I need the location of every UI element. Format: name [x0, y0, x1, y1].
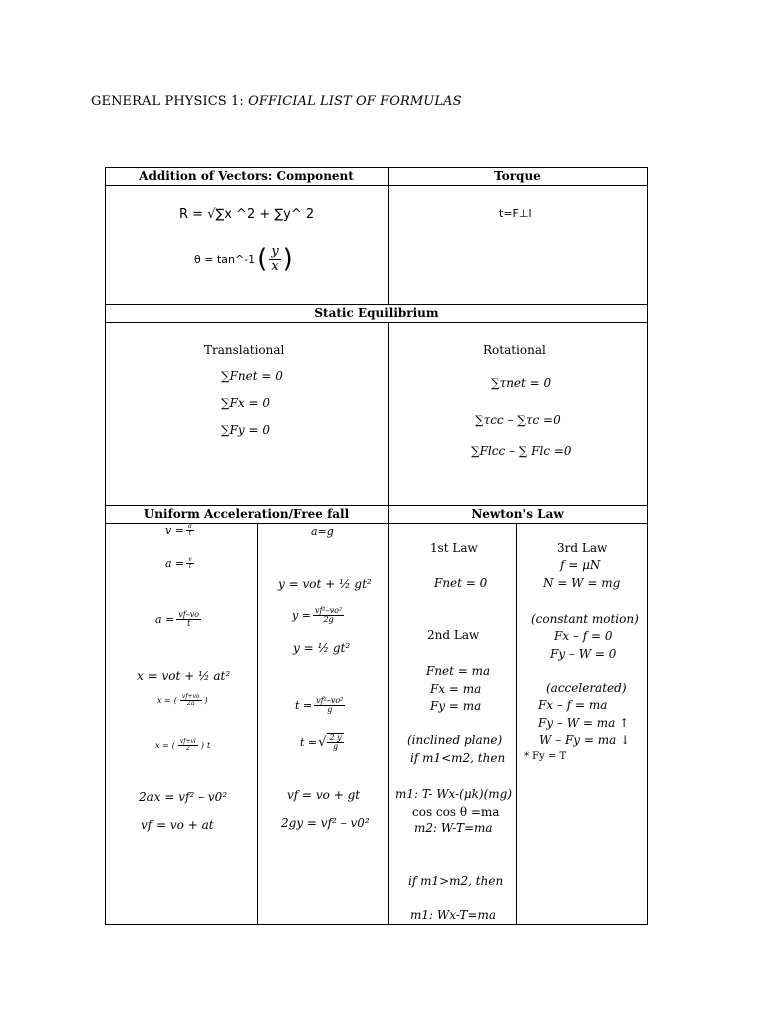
- document-title: [91, 94, 462, 109]
- fraction: [180, 694, 202, 708]
- numerator: vf–vo: [178, 610, 200, 619]
- position-formula: x = vot + ½ at²: [137, 669, 231, 683]
- equilibrium-header: Static Equilibrium: [314, 306, 439, 320]
- numerator: vf²–vo²: [316, 696, 344, 705]
- numerator: v: [188, 556, 192, 563]
- denominator: t: [188, 530, 192, 538]
- acceleration-velocity-formula: [155, 611, 201, 629]
- table-divider: [516, 523, 517, 924]
- lhs: a =: [155, 613, 175, 627]
- height-formula: y = vot + ½ gt²: [278, 577, 372, 591]
- accelerated-formula: Fx – f = ma: [538, 698, 608, 712]
- table-border-top: [105, 167, 648, 168]
- angle-formula: [194, 245, 293, 273]
- third-law-label: 3rd Law: [557, 541, 608, 555]
- numerator: vf²–vo²: [314, 606, 343, 615]
- table-rule: [105, 322, 648, 323]
- fraction: [313, 607, 344, 625]
- accelerated-label: (accelerated): [546, 681, 627, 695]
- vectors-header: Addition of Vectors: Component: [139, 169, 354, 183]
- angle-prefix: θ = tan^-1: [194, 252, 256, 266]
- lhs: x =: [155, 741, 169, 751]
- free-fall-acceleration: a=g: [311, 525, 334, 538]
- numerator: vf+vi: [179, 738, 196, 745]
- second-law-label: 2nd Law: [427, 628, 480, 642]
- inclined-condition: if m1<m2, then: [410, 751, 506, 765]
- m1-equation-alt: m1: Wx-T=ma: [410, 908, 496, 922]
- table-divider: [257, 523, 258, 924]
- fraction: [186, 524, 194, 538]
- angle-numerator: y: [271, 244, 279, 259]
- rotational-formula: ∑Flcc – ∑ Flc =0: [471, 444, 572, 458]
- lhs: v =: [165, 524, 184, 538]
- lhs: a =: [165, 557, 185, 571]
- torque-header: Torque: [494, 169, 541, 183]
- first-law-label: 1st Law: [430, 541, 478, 555]
- title-sub: OFFICIAL LIST OF FORMULAS: [248, 94, 462, 109]
- constant-motion-formula: Fy – W = 0: [550, 647, 617, 661]
- table-border-right: [647, 167, 648, 925]
- denominator: t: [188, 563, 192, 571]
- second-law-formula: Fx = ma: [430, 682, 482, 696]
- second-law-formula: Fy = ma: [430, 699, 482, 713]
- table-divider: [388, 322, 389, 924]
- translational-formula: ∑Fy = 0: [221, 423, 270, 437]
- rotational-formula: ∑τnet = 0: [491, 376, 552, 390]
- position-average-formula: x = ( $\frac{vf+vo}{2a}$ ): [157, 693, 208, 708]
- numerator: 2 y: [329, 733, 342, 742]
- height-velocity-formula: [292, 607, 344, 625]
- title-main: GENERAL PHYSICS 1:: [91, 94, 244, 109]
- fraction: [327, 733, 343, 752]
- fraction: [186, 557, 193, 571]
- tension-note: * Fy = T: [524, 751, 567, 762]
- fraction: [176, 611, 201, 629]
- lhs: t =: [300, 735, 318, 749]
- friction-formula: f = μN: [560, 558, 601, 572]
- numerator: vf+vo: [181, 693, 200, 700]
- lhs: x =: [157, 696, 171, 706]
- denominator: 2: [185, 745, 190, 753]
- angle-fraction: [269, 245, 280, 273]
- normal-force-formula: N = W = mg: [543, 576, 621, 590]
- formula-table: [105, 167, 648, 925]
- m2-equation: m2: W-T=ma: [414, 821, 493, 835]
- table-border-left: [105, 167, 106, 925]
- rotational-label: Rotational: [483, 343, 546, 357]
- kinematics-header: Uniform Acceleration/Free fall: [143, 507, 350, 521]
- final-velocity-formula: vf = vo + at: [141, 818, 214, 832]
- m1-equation: m1: T- Wx-(μk)(mg): [395, 787, 512, 801]
- angle-denominator: x: [271, 258, 279, 274]
- sqrt-symbol: √: [318, 734, 327, 750]
- accelerated-formula: Fy – W = ma ↑: [538, 716, 630, 730]
- constant-motion-label: (constant motion): [531, 612, 639, 626]
- open-paren: (: [257, 244, 268, 275]
- table-divider: [388, 167, 389, 304]
- torque-formula: t=F⊥l: [499, 207, 532, 220]
- fraction: [178, 739, 198, 753]
- lhs: y =: [292, 609, 311, 623]
- height-velocity-relation: 2gy = vf² – v0²: [281, 816, 370, 830]
- denominator: 2a: [187, 700, 195, 708]
- translational-formula: ∑Fx = 0: [221, 396, 270, 410]
- acceleration-definition: [165, 557, 194, 571]
- translational-formula: ∑Fnet = 0: [221, 369, 283, 383]
- table-rule: [105, 304, 648, 305]
- rotational-formula: ∑τcc – ∑τc =0: [475, 413, 561, 427]
- translational-label: Translational: [204, 343, 285, 357]
- time-root-formula: [300, 733, 344, 752]
- numerator: d: [187, 523, 192, 530]
- cos-equation: cos cos θ =ma: [412, 805, 500, 819]
- close-paren: ): [282, 244, 293, 275]
- inclined-plane-label: (inclined plane): [407, 733, 503, 747]
- velocity-definition: [165, 524, 194, 538]
- accelerated-formula: W – Fy = ma ↓: [539, 733, 631, 747]
- lhs: t =: [295, 699, 313, 713]
- fraction: [314, 697, 345, 715]
- height-half-formula: y = ½ gt²: [293, 641, 351, 655]
- time-velocity-formula: [295, 697, 345, 715]
- first-law-formula: Fnet = 0: [434, 576, 488, 590]
- resultant-formula: R = √∑x ^2 + ∑y^ 2: [179, 207, 315, 222]
- newton-header: Newton's Law: [471, 507, 564, 521]
- denominator: g: [327, 705, 333, 715]
- denominator: g: [332, 742, 339, 752]
- final-velocity-free-fall: vf = vo + gt: [287, 788, 361, 802]
- second-law-formula: Fnet = ma: [426, 664, 491, 678]
- constant-motion-formula: Fx – f = 0: [554, 629, 613, 643]
- denominator: 2g: [323, 615, 334, 625]
- table-rule: [105, 505, 648, 506]
- denominator: t: [187, 619, 191, 629]
- second-condition: if m1>m2, then: [408, 874, 504, 888]
- table-rule: [105, 185, 648, 186]
- rhs: t: [206, 741, 211, 751]
- table-border-bottom: [105, 924, 648, 925]
- position-time-formula: x = ( $\frac{vf+vi}{2}$ ) t: [155, 738, 211, 753]
- acceleration-distance-formula: 2ax = vf² – v0²: [139, 790, 228, 804]
